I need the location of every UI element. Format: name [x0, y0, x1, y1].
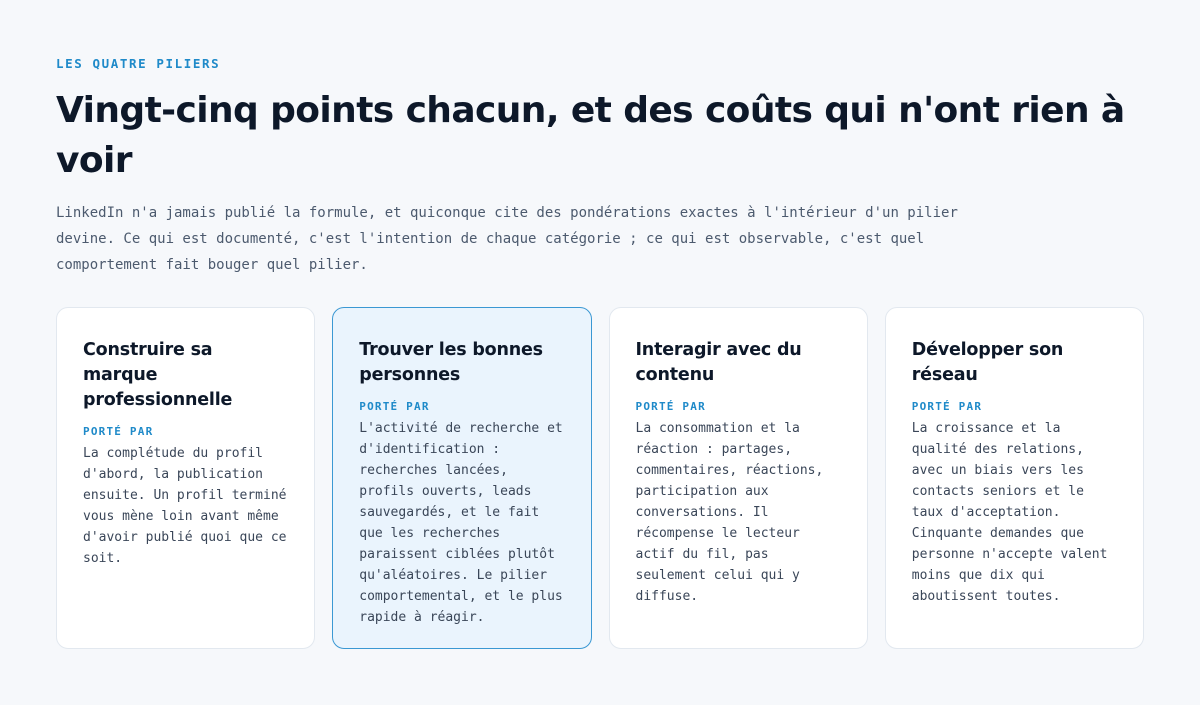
- section-eyebrow: LES QUATRE PILIERS: [56, 56, 221, 71]
- pillar-card-brand: [56, 307, 315, 649]
- pillar-card-title: Trouver les bonnes personnes: [359, 340, 543, 385]
- pillar-card-kicker: PORTÉ PAR: [359, 400, 430, 413]
- pillar-card-find-people: [332, 307, 591, 649]
- pillar-card-kicker: PORTÉ PAR: [635, 400, 706, 413]
- intro-paragraph: LinkedIn n'a jamais publié la formule, et quiconque cite des pondérations exactes à l'intérieur d'un pilier devine. Ce qui est documenté, c'est l'intention de chaque catégorie ; ce qui est observable, c'est quel comportement fait bouger quel pilier.: [56, 205, 958, 273]
- pillar-card-title: Construire sa marque professionnelle: [83, 340, 233, 410]
- pillar-card-title: Interagir avec du contenu: [635, 340, 802, 385]
- page-title: Vingt-cinq points chacun, et des coûts qui n'ont rien à voir: [56, 90, 1125, 181]
- pillar-card-engage-content: [609, 307, 868, 649]
- pillar-card-kicker: PORTÉ PAR: [911, 400, 983, 413]
- pillars-intro-section: [56, 56, 1144, 278]
- pillar-card-body: L'activité de recherche et d'identification : recherches lancées, profils ouverts, leads sauvegardés, et le fait que les recherches paraissent ciblées plutôt qu'aléatoires. Le pilier comportemental, et le plus rapide à réagir.: [359, 421, 563, 625]
- pillar-card-kicker: PORTÉ PAR: [83, 425, 154, 438]
- pillar-card-body: La consommation et la réaction : partages, commentaires, réactions, participation aux conversations. Il récompense le lecteur actif du fil, pas seulement celui qui y diffuse.: [635, 421, 824, 604]
- pillar-cards: [56, 307, 1144, 649]
- pillar-card-body: La complétude du profil d'abord, la publication ensuite. Un profil terminé vous mène loin avant même d'avoir publié quoi que ce soit.: [83, 446, 287, 566]
- pillar-card-title: Développer son réseau: [911, 340, 1064, 385]
- pillar-card-body: La croissance et la qualité des relations, avec un biais vers les contacts seniors et le taux d'acceptation. Cinquante demandes que personne n'accepte valent moins que dix qui aboutissent toutes.: [911, 421, 1108, 604]
- pillar-card-grow-network: [885, 307, 1144, 649]
